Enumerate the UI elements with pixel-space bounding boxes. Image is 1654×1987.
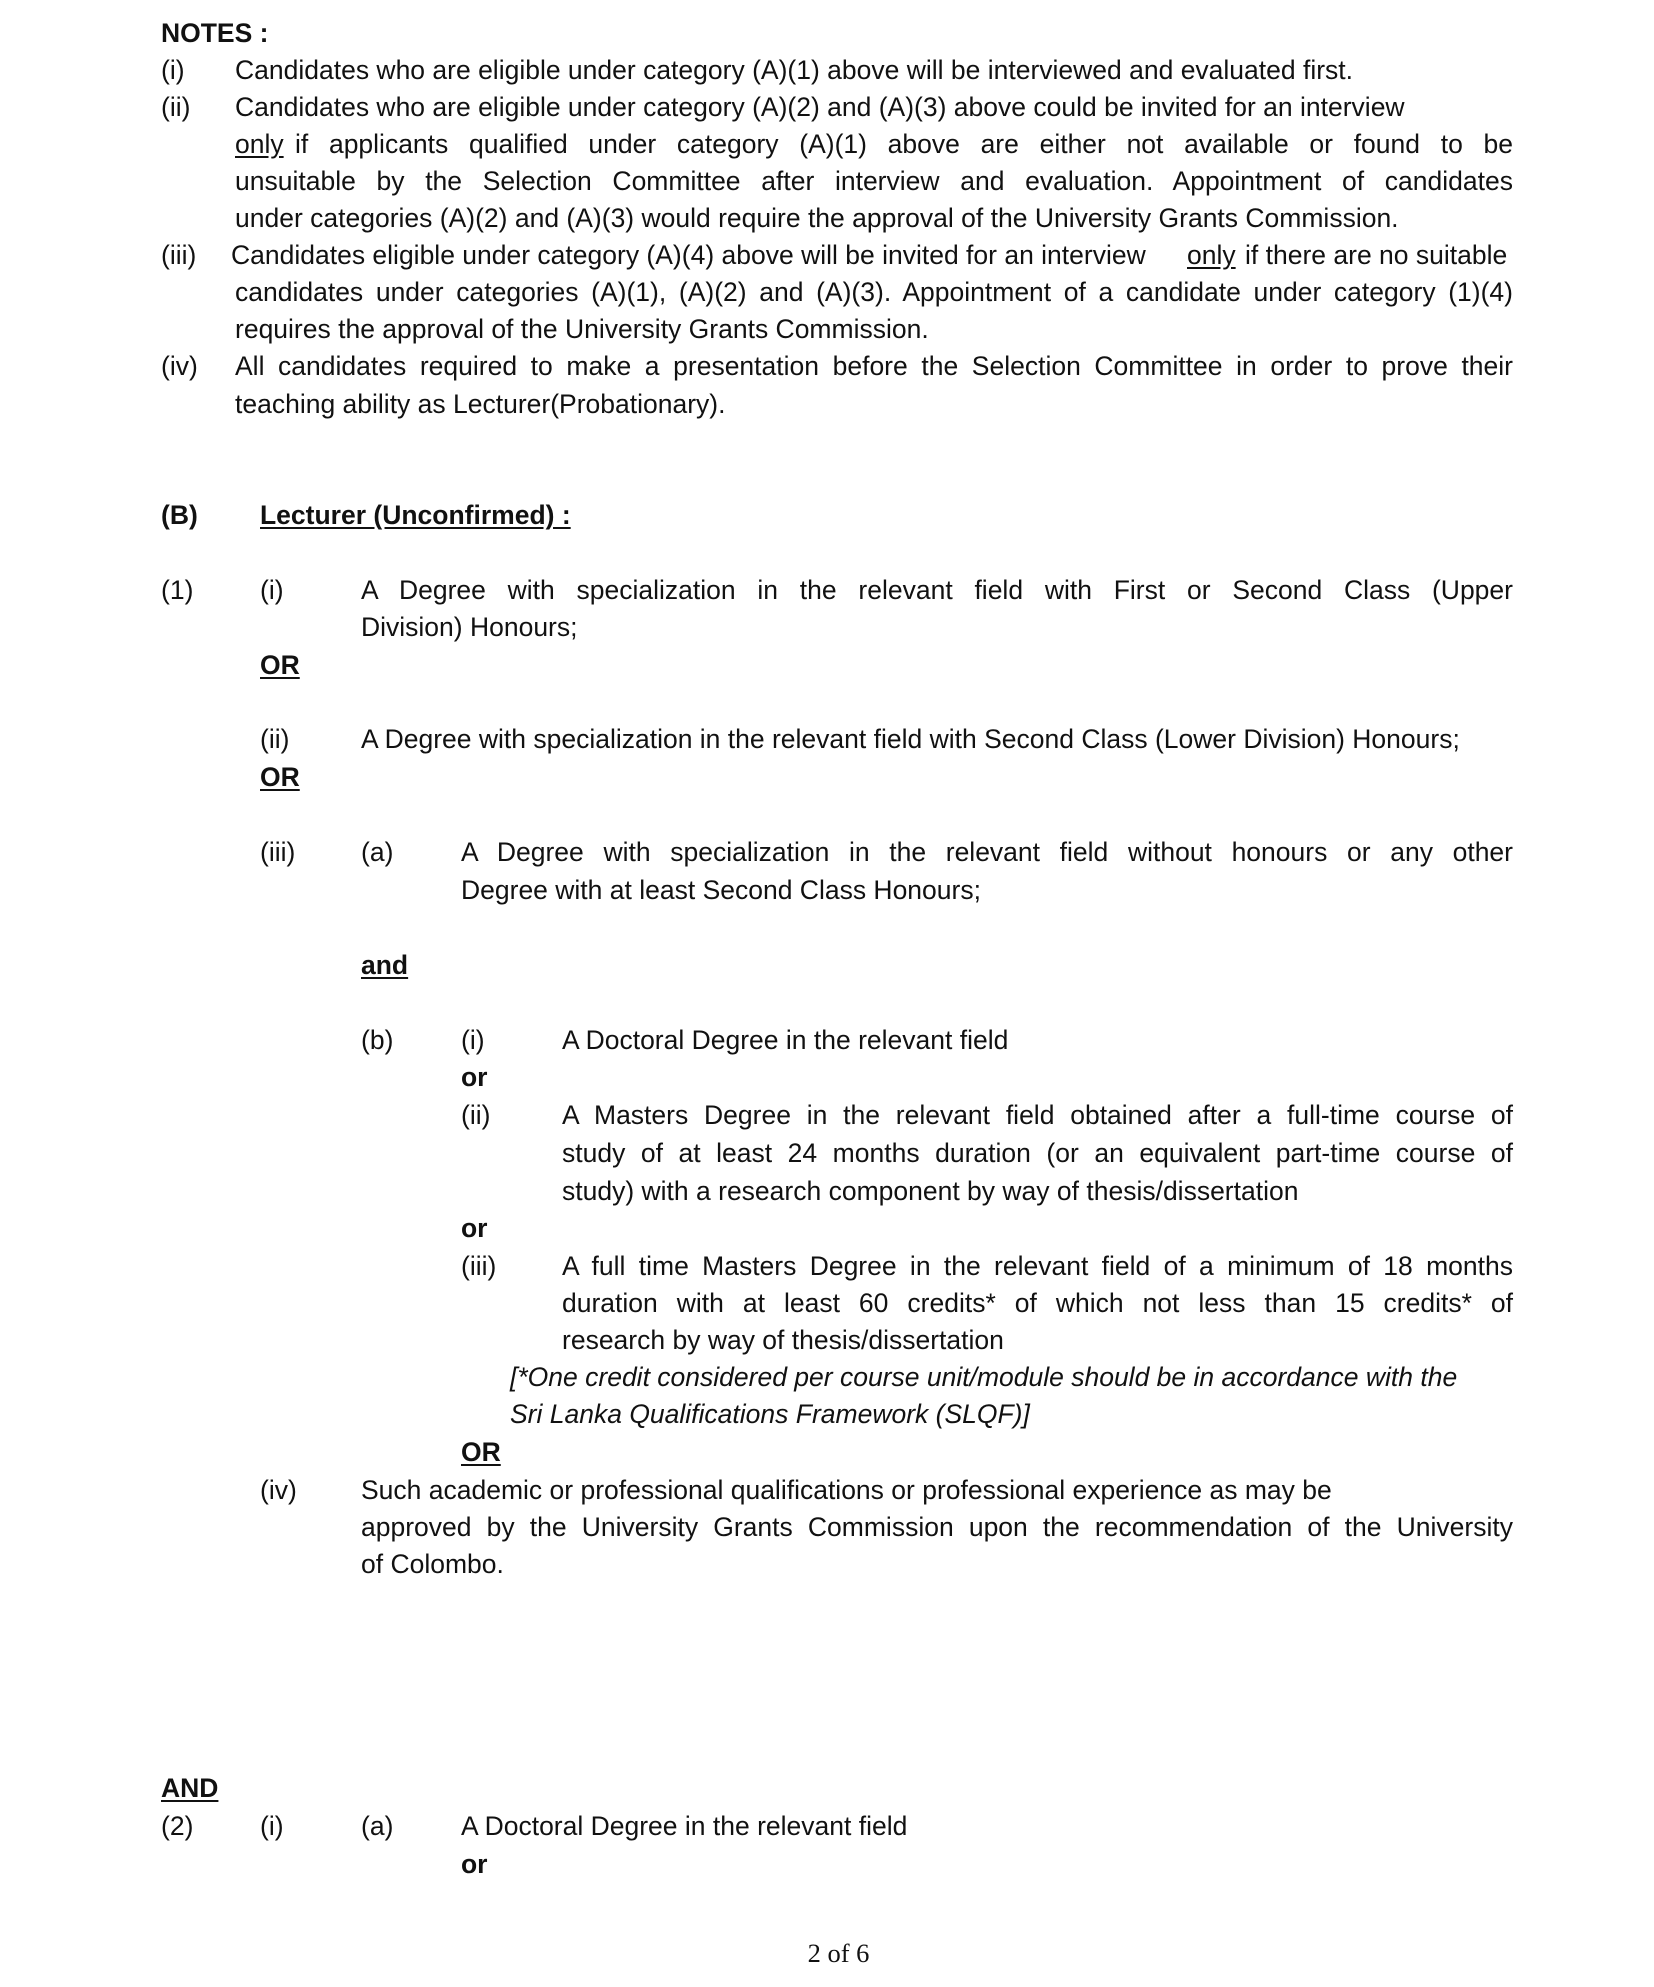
- item-marker: (1): [161, 575, 194, 605]
- qualification-text: A Degree with specialization in the relevant field with First or Second Class (Upper: [361, 575, 1513, 605]
- or-connector: OR: [260, 762, 300, 792]
- qualification-text: duration with at least 60 credits* of which not less than 15 credits* of: [562, 1288, 1513, 1318]
- qualification-text: A Degree with specialization in the relevant field without honours or any other: [461, 837, 1513, 867]
- qualification-text: approved by the University Grants Commission upon the recommendation of the University: [361, 1512, 1513, 1542]
- note-text: Candidates who are eligible under category (A)(1) above will be interviewed and evaluated first.: [235, 55, 1354, 85]
- note-marker: (ii): [161, 92, 191, 122]
- note-emphasis: only: [235, 129, 284, 159]
- item-marker: (i): [260, 575, 284, 605]
- qualification-text: Degree with at least Second Class Honours;: [461, 875, 981, 905]
- item-marker: (b): [361, 1025, 394, 1055]
- qualification-text: research by way of thesis/dissertation: [562, 1325, 1004, 1355]
- credit-note: [*One credit considered per course unit/module should be in accordance with the: [510, 1362, 1458, 1392]
- section-marker: (B): [161, 500, 198, 530]
- qualification-text: A Masters Degree in the relevant field obtained after a full-time course of: [562, 1100, 1513, 1130]
- note-text: if there are no suitable: [1245, 240, 1508, 270]
- note-marker: (iv): [161, 351, 198, 381]
- or-connector: or: [461, 1213, 488, 1243]
- note-text: candidates under categories (A)(1), (A)(2) and (A)(3). Appointment of a candidate under category (1)(4): [235, 277, 1513, 307]
- qualification-text: A Degree with specialization in the relevant field with Second Class (Lower Division) Honours;: [361, 724, 1460, 754]
- note-text: teaching ability as Lecturer(Probationary).: [235, 389, 726, 419]
- note-text: All candidates required to make a presentation before the Selection Committee in order to prove their: [235, 351, 1513, 381]
- qualification-text: Such academic or professional qualifications or professional experience as may be: [361, 1475, 1332, 1505]
- and-connector: and: [361, 950, 409, 980]
- note-text: if applicants qualified under category (A)(1) above are either not available or found to be: [295, 129, 1513, 159]
- note-marker: (iii): [161, 240, 197, 270]
- note-text: under categories (A)(2) and (A)(3) would require the approval of the University Grants Commission.: [235, 203, 1399, 233]
- item-marker: (iii): [461, 1251, 497, 1281]
- item-marker: (a): [361, 837, 394, 867]
- qualification-text: A Doctoral Degree in the relevant field: [461, 1811, 908, 1841]
- note-text: unsuitable by the Selection Committee after interview and evaluation. Appointment of candidates: [235, 166, 1513, 196]
- or-connector: OR: [461, 1437, 501, 1467]
- item-marker: (i): [260, 1811, 284, 1841]
- item-marker: (ii): [461, 1100, 491, 1130]
- and-connector: AND: [161, 1773, 219, 1803]
- item-marker: (i): [461, 1025, 485, 1055]
- item-marker: (a): [361, 1811, 394, 1841]
- note-text: Candidates eligible under category (A)(4) above will be invited for an interview: [231, 240, 1146, 270]
- item-marker: (2): [161, 1811, 194, 1841]
- qualification-text: of Colombo.: [361, 1549, 504, 1579]
- qualification-text: study) with a research component by way of thesis/dissertation: [562, 1176, 1299, 1206]
- or-connector: or: [461, 1849, 488, 1879]
- or-connector: or: [461, 1062, 488, 1092]
- page-number: 2 of 6: [807, 1938, 870, 1968]
- notes-heading: NOTES :: [161, 18, 269, 48]
- qualification-text: A Doctoral Degree in the relevant field: [562, 1025, 1009, 1055]
- qualification-text: Division) Honours;: [361, 612, 578, 642]
- note-marker: (i): [161, 55, 185, 85]
- qualification-text: study of at least 24 months duration (or an equivalent part-time course of: [562, 1138, 1513, 1168]
- note-emphasis: only: [1187, 240, 1236, 270]
- qualification-text: A full time Masters Degree in the relevant field of a minimum of 18 months: [562, 1251, 1513, 1281]
- credit-note: Sri Lanka Qualifications Framework (SLQF)]: [510, 1399, 1030, 1429]
- item-marker: (ii): [260, 724, 290, 754]
- item-marker: (iv): [260, 1475, 297, 1505]
- or-connector: OR: [260, 650, 300, 680]
- section-title: Lecturer (Unconfirmed) :: [260, 500, 571, 530]
- note-text: Candidates who are eligible under category (A)(2) and (A)(3) above could be invited for an interview: [235, 92, 1405, 122]
- item-marker: (iii): [260, 837, 296, 867]
- note-text: requires the approval of the University Grants Commission.: [235, 314, 929, 344]
